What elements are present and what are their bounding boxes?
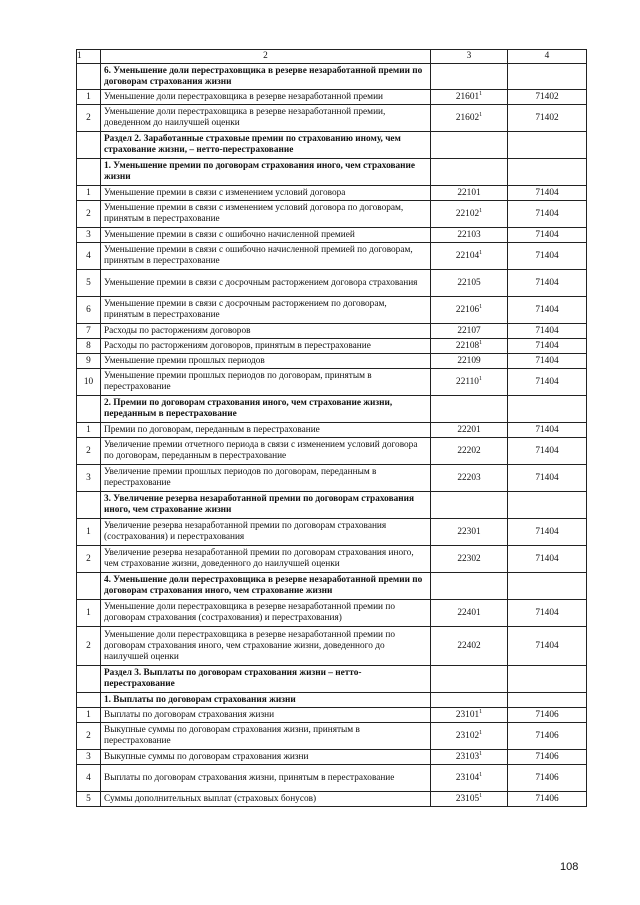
table-row bbox=[77, 186, 587, 201]
symbol-code-cell bbox=[431, 627, 508, 666]
row-description: Уменьшение доли перестраховщика в резерве незаработанной премии bbox=[101, 90, 431, 105]
table-row bbox=[77, 627, 587, 666]
symbol-code-cell bbox=[431, 573, 508, 600]
row-number: 7 bbox=[77, 324, 101, 339]
symbol-code: 23105 bbox=[455, 793, 480, 804]
table-row bbox=[77, 105, 587, 132]
table-row bbox=[77, 708, 587, 723]
footnote-marker: 1 bbox=[479, 303, 483, 310]
row-description: Уменьшение премии в связи с досрочным расторжением по договорам, принятым в перестрахование bbox=[101, 297, 431, 324]
row-number: 5 bbox=[77, 792, 101, 807]
symbol-code: 22201 bbox=[457, 424, 481, 435]
symbol-code-cell bbox=[431, 339, 508, 354]
row-description: Уменьшение премии в связи с изменением условий договора bbox=[101, 186, 431, 201]
account-number: 71404 bbox=[508, 438, 587, 465]
row-description: Выплаты по договорам страхования жизни bbox=[101, 708, 431, 723]
account-number bbox=[508, 159, 587, 186]
account-number: 71404 bbox=[508, 270, 587, 297]
symbol-code-cell bbox=[431, 396, 508, 423]
symbol-code-cell bbox=[431, 354, 508, 369]
section-heading: 4. Уменьшение доли перестраховщика в резерве незаработанной премии по договорам страхования иного, чем страхование жизни bbox=[101, 573, 431, 600]
symbol-code-cell bbox=[431, 723, 508, 750]
symbol-code: 23102 bbox=[455, 730, 480, 741]
account-number: 71404 bbox=[508, 627, 587, 666]
row-number bbox=[77, 132, 101, 159]
table-row bbox=[77, 90, 587, 105]
row-number: 1 bbox=[77, 90, 101, 105]
symbol-code-cell bbox=[431, 159, 508, 186]
account-number: 71404 bbox=[508, 297, 587, 324]
symbol-code: 22202 bbox=[457, 445, 481, 456]
footnote-marker: 1 bbox=[479, 90, 483, 97]
footnote-marker: 1 bbox=[479, 207, 483, 214]
table-row bbox=[77, 750, 587, 765]
symbol-code: 22103 bbox=[457, 229, 481, 240]
row-description: Выкупные суммы по договорам страхования жизни bbox=[101, 750, 431, 765]
footnote-marker: 1 bbox=[479, 708, 483, 715]
account-number: 71404 bbox=[508, 465, 587, 492]
table-row bbox=[77, 369, 587, 396]
symbol-code: 22106 bbox=[455, 304, 480, 315]
row-number bbox=[77, 666, 101, 693]
footnote-marker: 1 bbox=[479, 750, 483, 757]
section-heading: Раздел 2. Заработанные страховые премии по страхованию иному, чем страхование жизни, – нетто-перестрахование bbox=[101, 132, 431, 159]
table-row bbox=[77, 600, 587, 627]
account-number: 71402 bbox=[508, 105, 587, 132]
account-number: 71402 bbox=[508, 90, 587, 105]
symbol-code-cell bbox=[431, 423, 508, 438]
symbol-code: 22101 bbox=[457, 187, 481, 198]
table-row bbox=[77, 723, 587, 750]
table-row bbox=[77, 201, 587, 228]
account-number: 71404 bbox=[508, 228, 587, 243]
symbol-code: 22203 bbox=[457, 472, 481, 483]
section-heading-row bbox=[77, 573, 587, 600]
table-row bbox=[77, 228, 587, 243]
table-row bbox=[77, 438, 587, 465]
symbol-code: 22102 bbox=[455, 208, 480, 219]
symbol-code-cell bbox=[431, 228, 508, 243]
account-number: 71404 bbox=[508, 339, 587, 354]
row-number: 3 bbox=[77, 465, 101, 492]
symbol-code: 23101 bbox=[455, 709, 480, 720]
table-row bbox=[77, 423, 587, 438]
symbol-code: 21602 bbox=[455, 112, 480, 123]
table-header-row bbox=[77, 50, 587, 64]
symbol-code: 22402 bbox=[457, 640, 481, 651]
table-row bbox=[77, 339, 587, 354]
account-number bbox=[508, 492, 587, 519]
footnote-marker: 1 bbox=[478, 375, 482, 382]
section-heading: 3. Увеличение резерва незаработанной премии по договорам страхования иного, чем страхование жизни bbox=[101, 492, 431, 519]
symbol-code: 22107 bbox=[457, 325, 481, 336]
header-col-4: 4 bbox=[508, 50, 587, 64]
row-number: 10 bbox=[77, 369, 101, 396]
account-number: 71404 bbox=[508, 546, 587, 573]
row-number: 2 bbox=[77, 105, 101, 132]
symbol-code: 22108 bbox=[455, 340, 480, 351]
account-number: 71404 bbox=[508, 201, 587, 228]
account-number bbox=[508, 64, 587, 90]
symbol-code-cell bbox=[431, 546, 508, 573]
footnote-marker: 1 bbox=[479, 792, 483, 799]
row-number: 1 bbox=[77, 186, 101, 201]
section-heading: 1. Выплаты по договорам страхования жизни bbox=[101, 693, 431, 708]
account-number bbox=[508, 666, 587, 693]
table-row bbox=[77, 243, 587, 270]
account-number: 71404 bbox=[508, 354, 587, 369]
row-number: 1 bbox=[77, 423, 101, 438]
table-row bbox=[77, 324, 587, 339]
symbol-code-cell bbox=[431, 369, 508, 396]
row-description: Премии по договорам, переданным в перестрахование bbox=[101, 423, 431, 438]
section-heading: 1. Уменьшение премии по договорам страхования иного, чем страхование жизни bbox=[101, 159, 431, 186]
symbol-code-cell bbox=[431, 64, 508, 90]
symbol-code-cell bbox=[431, 201, 508, 228]
symbol-code: 21601 bbox=[455, 91, 480, 102]
section-heading-row bbox=[77, 159, 587, 186]
symbol-code-cell bbox=[431, 438, 508, 465]
symbol-code: 22105 bbox=[457, 277, 481, 288]
symbol-code-cell bbox=[431, 693, 508, 708]
section-heading-row bbox=[77, 666, 587, 693]
row-description: Увеличение премии прошлых периодов по договорам, переданным в перестрахование bbox=[101, 465, 431, 492]
table-row bbox=[77, 270, 587, 297]
row-description: Уменьшение премии прошлых периодов по договорам, принятым в перестрахование bbox=[101, 369, 431, 396]
symbol-code-cell bbox=[431, 297, 508, 324]
row-number: 5 bbox=[77, 270, 101, 297]
table-row bbox=[77, 792, 587, 807]
symbol-code-cell bbox=[431, 465, 508, 492]
row-description: Уменьшение доли перестраховщика в резерве незаработанной премии по договорам страхования (сострахования) и перестрахования) bbox=[101, 600, 431, 627]
symbol-code: 22301 bbox=[457, 526, 481, 537]
table-row bbox=[77, 519, 587, 546]
row-description: Уменьшение премии в связи с ошибочно начисленной премией по договорам, принятым в перестрахование bbox=[101, 243, 431, 270]
row-description: Уменьшение премии в связи с изменением условий договора по договорам, принятым в перестрахование bbox=[101, 201, 431, 228]
symbol-code-cell bbox=[431, 90, 508, 105]
row-number: 8 bbox=[77, 339, 101, 354]
row-number: 2 bbox=[77, 723, 101, 750]
row-description: Уменьшение премии в связи с досрочным расторжением договора страхования bbox=[101, 270, 431, 297]
row-number: 2 bbox=[77, 546, 101, 573]
row-description: Увеличение резерва незаработанной премии по договорам страхования (сострахования) и перестрахования bbox=[101, 519, 431, 546]
symbol-code-cell bbox=[431, 519, 508, 546]
accounts-table-body bbox=[77, 50, 587, 807]
row-description: Уменьшение премии прошлых периодов bbox=[101, 354, 431, 369]
table-row bbox=[77, 354, 587, 369]
account-number: 71406 bbox=[508, 723, 587, 750]
table-row bbox=[77, 465, 587, 492]
symbol-code: 23104 bbox=[455, 772, 480, 783]
symbol-code-cell bbox=[431, 750, 508, 765]
row-number: 4 bbox=[77, 765, 101, 792]
row-number: 1 bbox=[77, 519, 101, 546]
symbol-code-cell bbox=[431, 270, 508, 297]
row-number: 4 bbox=[77, 243, 101, 270]
row-number: 6 bbox=[77, 297, 101, 324]
row-number: 2 bbox=[77, 201, 101, 228]
row-description: Выкупные суммы по договорам страхования жизни, принятым в перестрахование bbox=[101, 723, 431, 750]
table-row bbox=[77, 765, 587, 792]
symbol-code: 22110 bbox=[456, 376, 479, 387]
account-number: 71406 bbox=[508, 750, 587, 765]
row-number bbox=[77, 159, 101, 186]
row-description: Уменьшение доли перестраховщика в резерве незаработанной премии по договорам страхования иного, чем страхование жизни, доведенного до наилучшей оценки bbox=[101, 627, 431, 666]
row-number: 9 bbox=[77, 354, 101, 369]
row-number: 1 bbox=[77, 708, 101, 723]
symbol-code: 22104 bbox=[455, 250, 480, 261]
row-description: Увеличение премии отчетного периода в связи с изменением условий договора по договорам, переданным в перестрахование bbox=[101, 438, 431, 465]
symbol-code-cell bbox=[431, 492, 508, 519]
header-col-2: 2 bbox=[101, 50, 431, 64]
symbol-code-cell bbox=[431, 243, 508, 270]
symbol-code-cell bbox=[431, 324, 508, 339]
account-number: 71404 bbox=[508, 369, 587, 396]
accounts-table bbox=[76, 49, 587, 807]
row-description: Выплаты по договорам страхования жизни, принятым в перестрахование bbox=[101, 765, 431, 792]
symbol-code: 23103 bbox=[455, 751, 480, 762]
row-number bbox=[77, 573, 101, 600]
section-heading-row bbox=[77, 492, 587, 519]
row-description: Расходы по расторжениям договоров, принятым в перестрахование bbox=[101, 339, 431, 354]
section-heading-row bbox=[77, 396, 587, 423]
account-number bbox=[508, 573, 587, 600]
row-number: 3 bbox=[77, 750, 101, 765]
row-number: 2 bbox=[77, 627, 101, 666]
symbol-code-cell bbox=[431, 186, 508, 201]
symbol-code-cell bbox=[431, 765, 508, 792]
section-heading-row bbox=[77, 132, 587, 159]
symbol-code-cell bbox=[431, 708, 508, 723]
account-number: 71404 bbox=[508, 600, 587, 627]
section-heading: 2. Премии по договорам страхования иного, чем страхование жизни, переданным в перестрахование bbox=[101, 396, 431, 423]
row-description: Увеличение резерва незаработанной премии по договорам страхования иного, чем страхование жизни, доведенного до наилучшей оценки bbox=[101, 546, 431, 573]
symbol-code-cell bbox=[431, 600, 508, 627]
footnote-marker: 1 bbox=[479, 771, 483, 778]
section-heading: 6. Уменьшение доли перестраховщика в резерве незаработанной премии по договорам страхования жизни bbox=[101, 64, 431, 90]
footnote-marker: 1 bbox=[479, 111, 483, 118]
row-number bbox=[77, 492, 101, 519]
row-description: Уменьшение премии в связи с ошибочно начисленной премией bbox=[101, 228, 431, 243]
account-number bbox=[508, 396, 587, 423]
row-number bbox=[77, 64, 101, 90]
row-number: 3 bbox=[77, 228, 101, 243]
account-number: 71404 bbox=[508, 423, 587, 438]
section-heading-row bbox=[77, 64, 587, 90]
footnote-marker: 1 bbox=[479, 339, 483, 346]
footnote-marker: 1 bbox=[479, 729, 483, 736]
symbol-code-cell bbox=[431, 666, 508, 693]
footnote-marker: 1 bbox=[479, 249, 483, 256]
header-col-1: 1 bbox=[77, 50, 101, 64]
account-number: 71404 bbox=[508, 243, 587, 270]
row-description: Расходы по расторжениям договоров bbox=[101, 324, 431, 339]
row-number: 2 bbox=[77, 438, 101, 465]
account-number: 71404 bbox=[508, 324, 587, 339]
account-number: 71406 bbox=[508, 792, 587, 807]
row-number bbox=[77, 693, 101, 708]
header-col-3: 3 bbox=[431, 50, 508, 64]
row-number bbox=[77, 396, 101, 423]
symbol-code: 22401 bbox=[457, 607, 481, 618]
account-number: 71404 bbox=[508, 186, 587, 201]
symbol-code: 22302 bbox=[457, 553, 481, 564]
account-number: 71406 bbox=[508, 708, 587, 723]
account-number bbox=[508, 693, 587, 708]
row-description: Уменьшение доли перестраховщика в резерве незаработанной премии, доведенном до наилучшей оценки bbox=[101, 105, 431, 132]
row-number: 1 bbox=[77, 600, 101, 627]
account-number: 71406 bbox=[508, 765, 587, 792]
symbol-code: 22109 bbox=[457, 355, 481, 366]
account-number bbox=[508, 132, 587, 159]
row-description: Суммы дополнительных выплат (страховых бонусов) bbox=[101, 792, 431, 807]
page-number: 108 bbox=[560, 861, 579, 873]
section-heading: Раздел 3. Выплаты по договорам страхования жизни – нетто-перестрахование bbox=[101, 666, 431, 693]
account-number: 71404 bbox=[508, 519, 587, 546]
symbol-code-cell bbox=[431, 132, 508, 159]
table-row bbox=[77, 297, 587, 324]
symbol-code-cell bbox=[431, 105, 508, 132]
symbol-code-cell bbox=[431, 792, 508, 807]
table-row bbox=[77, 546, 587, 573]
section-heading-row bbox=[77, 693, 587, 708]
